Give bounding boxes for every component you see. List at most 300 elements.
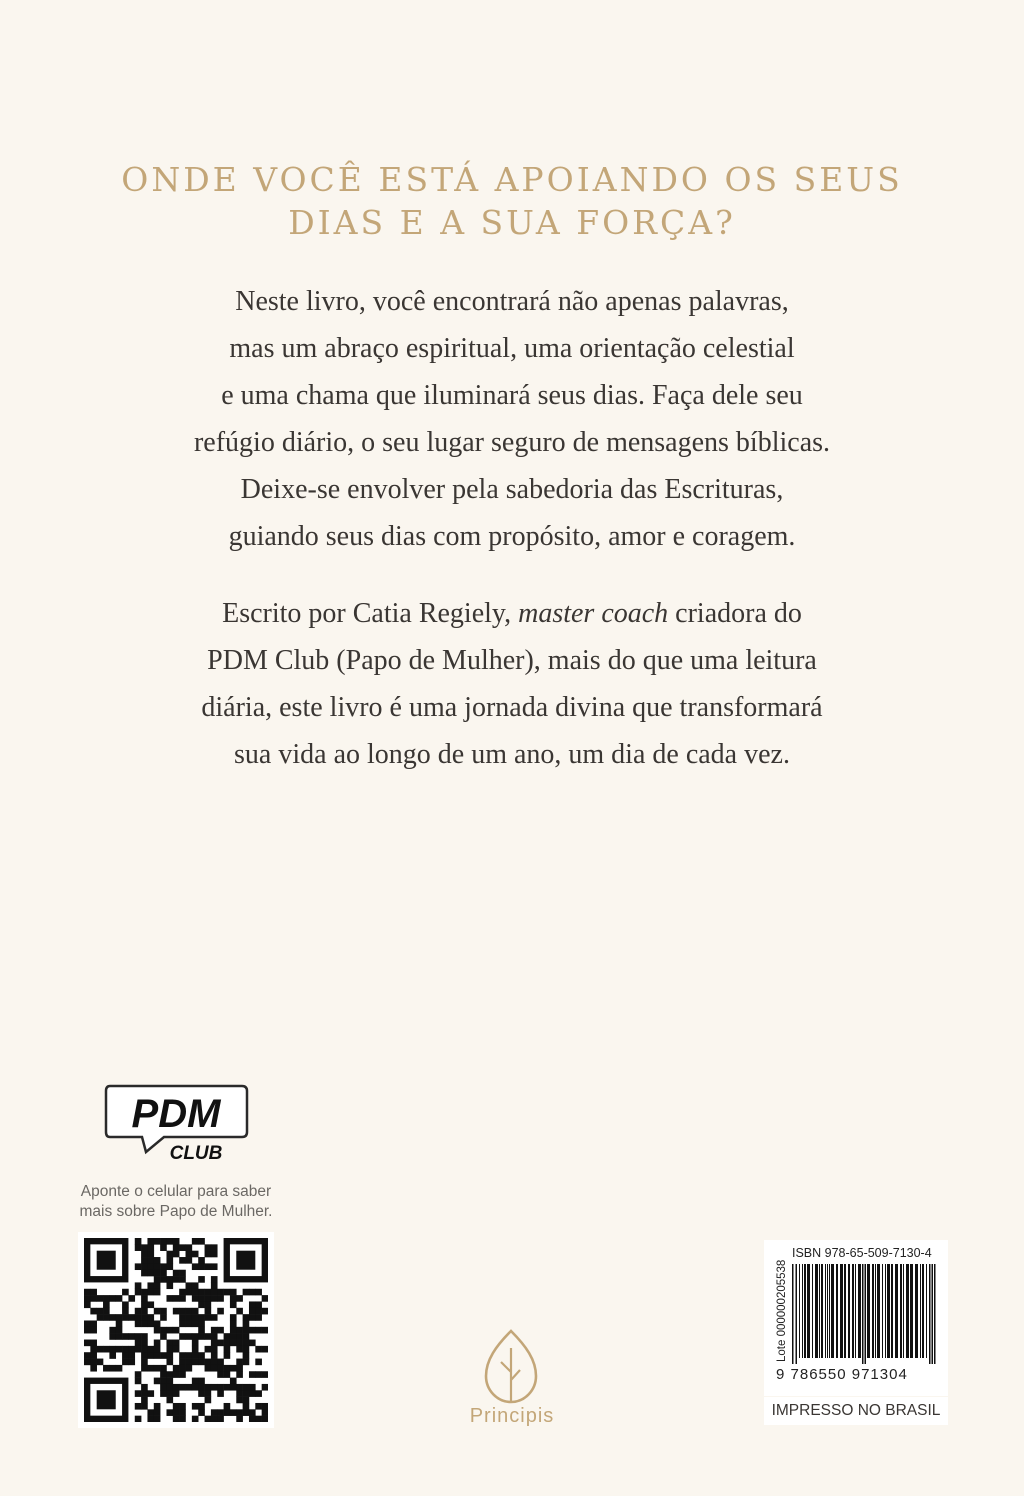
qr-module	[160, 1238, 167, 1245]
qr-module	[166, 1257, 173, 1264]
qr-module	[135, 1320, 142, 1327]
description-paragraph	[0, 278, 1024, 560]
barcode-graphic	[792, 1264, 938, 1364]
qr-module	[160, 1365, 167, 1372]
qr-module	[230, 1314, 237, 1321]
qr-module	[186, 1359, 193, 1366]
qr-module	[141, 1365, 148, 1372]
qr-module	[236, 1359, 243, 1366]
description-line: Neste livro, você encontrará não apenas palavras,	[235, 286, 789, 317]
qr-module	[122, 1333, 129, 1340]
qr-module	[217, 1359, 224, 1366]
qr-module	[141, 1346, 148, 1353]
qr-module	[255, 1403, 262, 1410]
qr-module	[205, 1251, 212, 1258]
qr-module	[198, 1378, 205, 1385]
author-line-text: criadora do	[668, 598, 802, 629]
barcode-bar	[867, 1264, 870, 1358]
qr-module	[186, 1251, 193, 1258]
qr-module	[198, 1238, 205, 1245]
qr-module	[186, 1320, 193, 1327]
qr-module	[147, 1270, 154, 1277]
qr-module	[192, 1308, 199, 1315]
qr-caption-line: mais sobre Papo de Mulher.	[79, 1203, 273, 1220]
qr-module	[205, 1308, 212, 1315]
qr-module	[192, 1359, 199, 1366]
qr-module	[173, 1365, 180, 1372]
qr-module	[205, 1397, 212, 1404]
qr-module	[198, 1263, 205, 1270]
author-line-2: PDM Club (Papo de Mulher), mais do que uma leitura	[207, 645, 817, 676]
qr-module	[166, 1346, 173, 1353]
qr-module	[217, 1384, 224, 1391]
qr-module	[211, 1251, 218, 1258]
qr-module	[243, 1340, 250, 1347]
qr-module	[90, 1365, 97, 1372]
qr-module	[116, 1346, 123, 1353]
qr-module	[141, 1359, 148, 1366]
qr-module	[90, 1320, 97, 1327]
qr-module	[255, 1327, 262, 1334]
qr-module	[192, 1289, 199, 1296]
qr-module	[166, 1359, 173, 1366]
barcode-bar	[903, 1264, 904, 1358]
qr-module	[179, 1320, 186, 1327]
qr-module	[186, 1257, 193, 1264]
qr-module	[179, 1365, 186, 1372]
qr-finder-center	[97, 1251, 116, 1270]
qr-module	[230, 1295, 237, 1302]
qr-module	[103, 1301, 110, 1308]
qr-module	[224, 1403, 231, 1410]
qr-module	[211, 1295, 218, 1302]
qr-module	[198, 1352, 205, 1359]
qr-module	[173, 1238, 180, 1245]
qr-module	[192, 1238, 199, 1245]
qr-module	[192, 1320, 199, 1327]
qr-module	[198, 1333, 205, 1340]
qr-module	[236, 1340, 243, 1347]
qr-module	[128, 1333, 135, 1340]
qr-module	[147, 1244, 154, 1251]
qr-module	[211, 1289, 218, 1296]
qr-module	[255, 1359, 262, 1366]
description-line: Deixe-se envolver pela sabedoria das Escrituras,	[240, 474, 784, 505]
barcode-bar	[807, 1264, 810, 1358]
qr-module	[217, 1289, 224, 1296]
qr-module	[122, 1289, 129, 1296]
qr-module	[243, 1397, 250, 1404]
qr-module	[160, 1384, 167, 1391]
qr-module	[205, 1295, 212, 1302]
qr-module	[141, 1314, 148, 1321]
qr-module	[262, 1384, 268, 1391]
qr-module	[103, 1314, 110, 1321]
qr-module	[166, 1282, 173, 1289]
qr-module	[236, 1346, 243, 1353]
qr-module	[135, 1371, 142, 1378]
qr-module	[147, 1301, 154, 1308]
qr-module	[192, 1295, 199, 1302]
qr-module	[116, 1327, 123, 1334]
isbn-label: ISBN 978-65-509-7130-4	[792, 1246, 932, 1260]
qr-module	[236, 1384, 243, 1391]
author-line-3: diária, este livro é uma jornada divina que transformará	[201, 692, 823, 723]
qr-module	[147, 1314, 154, 1321]
description-line: e uma chama que iluminará seus dias. Faça dele seu	[221, 380, 803, 411]
qr-module	[186, 1314, 193, 1321]
qr-module	[255, 1390, 262, 1397]
qr-module	[198, 1276, 205, 1283]
qr-module	[116, 1295, 123, 1302]
qr-module	[262, 1295, 268, 1302]
qr-module	[154, 1263, 161, 1270]
qr-module	[211, 1359, 218, 1366]
qr-module	[116, 1333, 123, 1340]
qr-module	[198, 1295, 205, 1302]
qr-module	[166, 1352, 173, 1359]
qr-module	[243, 1346, 250, 1353]
qr-module	[90, 1295, 97, 1302]
qr-module	[97, 1314, 104, 1321]
qr-module	[217, 1295, 224, 1302]
qr-module	[217, 1416, 224, 1422]
qr-module	[236, 1333, 243, 1340]
barcode-bar	[844, 1264, 846, 1358]
qr-module	[135, 1390, 142, 1397]
qr-finder-center	[236, 1251, 255, 1270]
qr-module	[135, 1238, 142, 1245]
qr-module	[160, 1378, 167, 1385]
qr-module	[154, 1340, 161, 1347]
barcode-bar	[929, 1264, 931, 1364]
qr-module	[160, 1314, 167, 1321]
qr-module	[84, 1301, 91, 1308]
qr-module	[205, 1314, 212, 1321]
qr-module	[160, 1263, 167, 1270]
qr-module	[141, 1251, 148, 1258]
qr-module	[154, 1416, 161, 1422]
qr-module	[141, 1384, 148, 1391]
qr-module	[154, 1270, 161, 1277]
qr-module	[205, 1301, 212, 1308]
qr-module	[109, 1327, 116, 1334]
barcode-bar	[906, 1264, 909, 1358]
qr-module	[192, 1352, 199, 1359]
qr-module	[166, 1371, 173, 1378]
qr-module	[243, 1352, 250, 1359]
qr-module	[249, 1301, 256, 1308]
qr-module	[154, 1320, 161, 1327]
qr-module	[154, 1346, 161, 1353]
qr-module	[262, 1416, 268, 1422]
qr-module	[230, 1409, 237, 1416]
qr-module	[173, 1295, 180, 1302]
qr-module	[198, 1314, 205, 1321]
qr-module	[103, 1295, 110, 1302]
qr-module	[160, 1308, 167, 1315]
qr-module	[243, 1314, 250, 1321]
qr-module	[147, 1365, 154, 1372]
qr-module	[147, 1263, 154, 1270]
qr-module	[166, 1263, 173, 1270]
qr-module	[192, 1314, 199, 1321]
qr-module	[236, 1397, 243, 1404]
qr-module	[166, 1384, 173, 1391]
qr-module	[255, 1346, 262, 1353]
qr-module	[128, 1359, 135, 1366]
qr-module	[211, 1314, 218, 1321]
qr-module	[154, 1409, 161, 1416]
qr-module	[173, 1340, 180, 1347]
qr-module	[173, 1327, 180, 1334]
headline-line-2: DIAS E A SUA FORÇA?	[288, 203, 736, 242]
qr-module	[160, 1371, 167, 1378]
qr-module	[205, 1244, 212, 1251]
author-paragraph	[0, 590, 1024, 778]
qr-module	[236, 1308, 243, 1315]
qr-module	[141, 1397, 148, 1404]
qr-module	[160, 1352, 167, 1359]
qr-module	[217, 1340, 224, 1347]
qr-module	[249, 1327, 256, 1334]
qr-module	[211, 1346, 218, 1353]
qr-module	[135, 1289, 142, 1296]
qr-module	[224, 1346, 231, 1353]
barcode-bar	[848, 1264, 850, 1358]
qr-module	[236, 1371, 243, 1378]
qr-module	[198, 1257, 205, 1264]
qr-module	[205, 1390, 212, 1397]
qr-module	[211, 1327, 218, 1334]
qr-module	[243, 1289, 250, 1296]
qr-module	[192, 1340, 199, 1347]
qr-module	[224, 1384, 231, 1391]
qr-module	[179, 1359, 186, 1366]
qr-module	[160, 1270, 167, 1277]
qr-module	[141, 1301, 148, 1308]
qr-module	[236, 1365, 243, 1372]
barcode-bar	[891, 1264, 893, 1358]
qr-module	[249, 1409, 256, 1416]
author-line-4: sua vida ao longo de um ano, um dia de cada vez.	[234, 739, 790, 770]
qr-module	[211, 1276, 218, 1283]
description-line: refúgio diário, o seu lugar seguro de mensagens bíblicas.	[193, 427, 831, 458]
qr-module	[224, 1340, 231, 1347]
qr-module	[230, 1289, 237, 1296]
qr-module	[90, 1340, 97, 1347]
pdm-club-logo	[104, 1084, 250, 1166]
barcode-bar	[862, 1264, 864, 1364]
qr-module	[173, 1409, 180, 1416]
barcode-bar	[804, 1264, 806, 1358]
qr-module	[135, 1314, 142, 1321]
pdm-logo-text: PDM	[131, 1092, 221, 1136]
qr-module	[192, 1403, 199, 1410]
qr-module	[173, 1276, 180, 1283]
qr-module	[135, 1416, 142, 1422]
qr-module	[128, 1295, 135, 1302]
qr-module	[166, 1295, 173, 1302]
barcode-bar	[865, 1264, 867, 1364]
qr-module	[109, 1295, 116, 1302]
qr-module	[147, 1289, 154, 1296]
qr-module	[211, 1263, 218, 1270]
qr-module	[141, 1340, 148, 1347]
barcode-bar	[887, 1264, 890, 1358]
qr-module	[230, 1333, 237, 1340]
qr-module	[192, 1251, 199, 1258]
qr-module	[84, 1327, 91, 1334]
qr-module	[173, 1416, 180, 1422]
qr-module	[173, 1384, 180, 1391]
qr-module	[173, 1390, 180, 1397]
qr-module	[154, 1308, 161, 1315]
qr-module	[90, 1352, 97, 1359]
pdm-logo-subtext: CLUB	[169, 1143, 223, 1164]
qr-module	[179, 1289, 186, 1296]
qr-module	[103, 1365, 110, 1372]
qr-module	[122, 1346, 129, 1353]
qr-module	[160, 1276, 167, 1283]
qr-module	[255, 1371, 262, 1378]
qr-module	[90, 1327, 97, 1334]
qr-module	[90, 1308, 97, 1315]
qr-module	[243, 1384, 250, 1391]
qr-module	[211, 1409, 218, 1416]
qr-module	[141, 1352, 148, 1359]
barcode-bar	[885, 1264, 886, 1358]
barcode-bar	[831, 1264, 834, 1358]
qr-module	[198, 1359, 205, 1366]
barcode-bar	[802, 1264, 803, 1358]
headline-line-1: ONDE VOCÊ ESTÁ APOIANDO OS SEUS	[121, 160, 903, 199]
qr-module	[97, 1346, 104, 1353]
qr-module	[249, 1416, 256, 1422]
qr-module	[192, 1346, 199, 1353]
qr-module	[179, 1403, 186, 1410]
qr-module	[198, 1384, 205, 1391]
qr-finder-center	[97, 1390, 116, 1409]
barcode-bar	[882, 1264, 883, 1358]
qr-module	[243, 1409, 250, 1416]
principis-leaf-icon	[482, 1328, 540, 1408]
qr-module	[173, 1371, 180, 1378]
qr-module	[192, 1378, 199, 1385]
qr-module	[255, 1308, 262, 1315]
qr-module	[179, 1416, 186, 1422]
barcode-bar	[900, 1264, 902, 1358]
qr-module	[141, 1244, 148, 1251]
qr-module	[224, 1409, 231, 1416]
description-line: guiando seus dias com propósito, amor e coragem.	[228, 521, 796, 552]
qr-module	[90, 1346, 97, 1353]
qr-module	[160, 1333, 167, 1340]
qr-module	[128, 1346, 135, 1353]
qr-module	[154, 1257, 161, 1264]
qr-module	[243, 1359, 250, 1366]
barcode-bar	[840, 1264, 843, 1358]
qr-module	[198, 1320, 205, 1327]
qr-module	[186, 1384, 193, 1391]
qr-module	[147, 1346, 154, 1353]
qr-code[interactable]	[78, 1232, 274, 1428]
qr-module	[109, 1365, 116, 1372]
qr-module	[262, 1308, 268, 1315]
qr-module	[255, 1301, 262, 1308]
qr-module	[230, 1384, 237, 1391]
barcode-bar	[858, 1264, 861, 1358]
qr-module	[166, 1378, 173, 1385]
qr-module	[249, 1340, 256, 1347]
qr-module	[224, 1371, 231, 1378]
qr-module	[224, 1365, 231, 1372]
qr-module	[97, 1308, 104, 1315]
barcode-bar	[920, 1264, 921, 1358]
author-line-1	[0, 590, 1024, 637]
barcode-bar	[812, 1264, 813, 1358]
qr-module	[230, 1327, 237, 1334]
qr-module	[198, 1301, 205, 1308]
qr-module	[147, 1251, 154, 1258]
qr-module	[179, 1244, 186, 1251]
qr-module	[205, 1359, 212, 1366]
qr-module	[179, 1257, 186, 1264]
qr-module	[84, 1352, 91, 1359]
qr-module	[217, 1308, 224, 1315]
qr-module	[173, 1403, 180, 1410]
made-in-label: IMPRESSO NO BRASIL	[764, 1397, 948, 1425]
qr-module	[186, 1352, 193, 1359]
qr-module	[97, 1359, 104, 1366]
qr-module	[90, 1359, 97, 1366]
qr-module	[141, 1390, 148, 1397]
qr-module	[249, 1314, 256, 1321]
qr-module	[135, 1340, 142, 1347]
qr-module	[217, 1327, 224, 1334]
qr-module	[236, 1295, 243, 1302]
qr-module	[135, 1282, 142, 1289]
qr-module	[205, 1346, 212, 1353]
qr-module	[141, 1295, 148, 1302]
qr-module	[90, 1289, 97, 1296]
qr-caption-line: Aponte o celular para saber	[80, 1183, 272, 1200]
qr-module	[249, 1371, 256, 1378]
qr-module	[135, 1244, 142, 1251]
qr-module	[217, 1390, 224, 1397]
qr-module	[224, 1333, 231, 1340]
qr-module	[217, 1365, 224, 1372]
qr-module	[249, 1384, 256, 1391]
qr-module	[186, 1244, 193, 1251]
qr-module	[255, 1416, 262, 1422]
qr-module	[166, 1251, 173, 1258]
qr-module	[192, 1416, 199, 1422]
description-line: mas um abraço espiritual, uma orientação celestial	[229, 333, 795, 364]
qr-module	[230, 1340, 237, 1347]
qr-module	[154, 1282, 161, 1289]
qr-module	[141, 1333, 148, 1340]
qr-module	[255, 1314, 262, 1321]
master-coach-italic: master coach	[518, 598, 669, 629]
qr-module	[198, 1327, 205, 1334]
qr-module	[230, 1365, 237, 1372]
qr-module	[179, 1308, 186, 1315]
qr-module	[211, 1365, 218, 1372]
qr-module	[116, 1314, 123, 1321]
qr-module	[135, 1378, 142, 1385]
qr-module	[230, 1378, 237, 1385]
